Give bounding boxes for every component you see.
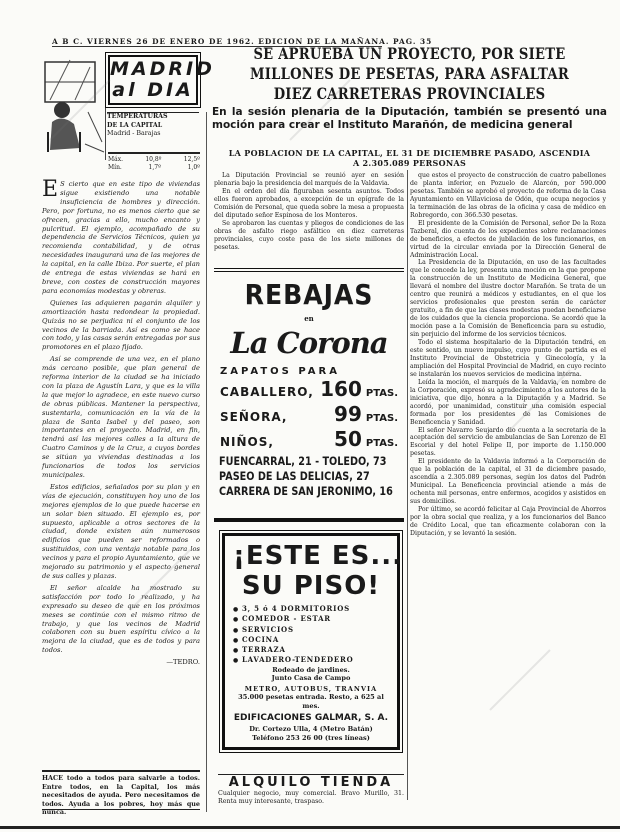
price-row bbox=[214, 404, 404, 429]
price-unit: PTAS. bbox=[365, 438, 398, 449]
ad-title: ALQUILO TIENDA bbox=[228, 775, 394, 790]
store-address: PASEO DE LAS DELICIAS, 27 bbox=[219, 469, 370, 483]
paragraph: Por último, se acordó felicitar al Caja Provincial de Ahorros por la obra social que realiza, y a los funcionarios del Banco de Crédito Local, que tan eficazmente colaboran con la Diputación, y se levantó la sesión. bbox=[410, 506, 606, 537]
ad-alquilo-tienda bbox=[218, 774, 404, 806]
paragraph: El presidente de la Valdavia informó a la Corporación de que la población de la capital, el 31 de diciembre pasado, ascendía a 2.305.089 personas, según los datos del Padrón Municipal. La Beneficencia provincial atiende a más de ochenta mil personas, entre enfermos, acogidos y asistidos en sus domicilios. bbox=[410, 458, 606, 506]
headline-deck: En la sesión plenaria de la Diputación, también se presentó una moción para crear el Instituto Marañón, de medicina general bbox=[212, 106, 607, 131]
ad-body: Cualquier negocio, muy comercial. Bravo Murillo, 31. Renta muy interesante, traspaso. bbox=[218, 790, 404, 805]
ad-phone: Teléfono 253 26 00 (tres líneas) bbox=[252, 733, 370, 742]
paragraph: La Diputación Provincial se reunió ayer en sesión plenaria bajo la presidencia del marqués de la Valdavia. bbox=[214, 172, 404, 187]
illustration-icon bbox=[40, 52, 106, 160]
price-amount: 50 bbox=[334, 427, 362, 451]
page-header: A B C. VIERNES 26 DE ENERO DE 1962. EDICION DE LA MAÑANA. PAG. 35 bbox=[52, 37, 433, 46]
ad-title: REBAJAS bbox=[244, 278, 374, 311]
column-divider bbox=[407, 170, 408, 800]
ad-title: ¡ESTE ES... bbox=[233, 541, 404, 571]
temperature-readings bbox=[108, 152, 200, 172]
temps-title-2: DE LA CAPITAL bbox=[107, 121, 163, 129]
price-unit: PTAS. bbox=[365, 388, 398, 399]
ad-note: Junto Casa de Campo bbox=[271, 674, 351, 683]
madrid-title: MADRID bbox=[110, 58, 215, 80]
paragraph: El presidente de la Comisión de Personal, señor De la Roza Tazberal, dio cuenta de los expedientes sobre reclamaciones de beneficios, a efectos de jubilación de los funcionarios, en virtud de la circular enviada por la Dirección General de Administración Local. bbox=[410, 219, 606, 259]
feature-item: ● 3, 5 ó 4 DORMITORIOS bbox=[233, 604, 389, 614]
charity-note: HACE todo a todos para salvarle a todos. Entre todos, en la Capital, los más necesitados de ayuda. Pero necesitamos de todos. Ayuda a los pobres, hoy más que nunca. bbox=[42, 770, 200, 810]
paragraph: Así se comprende de una vez, en el plano más cercano posible, que plan general de reforma interior de la ciudad se ha iniciado con la plaza de Agustín Lara, y que es la villa la que mejor lo agradece, en este nuevo curso de obras públicas. Mantener la perspectiva, sustentarla, comunicación en la vía de la plaza de Santa Isabel y del paseo, son importantes en el proyecto. Madrid, en fin, tendrá así las mejores calles a la altura de Cuatro Caminos y de la Cruz, a cuyos bordes se sitúan ya viviendas destinadas a los funcionarios de todos los servicios municipales. bbox=[42, 355, 200, 479]
paragraph: Estos edificios, señalados por su plan y en vías de ejecución, constituyen hoy uno de los mejores ejemplos de lo que puede hacerse en un solar bien situado. El ejemplo es, por supuesto, aplicable a otros sectores de la ciudad, donde existen aún numerosos edificios que pueden ser reformados o sustituidos, con una ventaja notable para los vecinos y para el propio Ayuntamiento, que ve mejorado su patrimonio y el aspecto general de sus calles y plazas. bbox=[42, 482, 200, 580]
paragraph: que estos el proyecto de construcción de cuatro pabellones de planta inferior, en Pozuelo de Alarcón, por 590.000 pesetas. También se aprobó el proyecto de reforma de la Casa Ayuntamiento en Villaviciosa de Odón, que ocupa negocios y la terminación de las obras de la oficina y casa de médico en Robregordo, con 366.530 pesetas. bbox=[410, 172, 606, 219]
main-headline bbox=[248, 44, 572, 104]
brand-logo: La Corona bbox=[230, 326, 388, 360]
ad-price: 35.000 pesetas entrada. Resto, a 625 al mes. bbox=[238, 693, 384, 710]
ad-note: Rodeado de jardines. bbox=[272, 665, 350, 674]
ad-address: Dr. Cortezo Ulla, 4 (Metro Batán) bbox=[249, 725, 373, 734]
subhead-line: A 2.305.089 PERSONAS bbox=[352, 158, 467, 168]
ad-company: EDIFICACIONES GALMAR, S. A. bbox=[233, 713, 389, 724]
paragraph: El señor Navarro Seujardo dio cuenta a la secretaría de la aceptación del servicio de ambulancias de San Lorenzo de El Escorial y del hotel Felipe II, por importe de 1.150.000 pesetas. bbox=[410, 426, 606, 458]
feature-item: ● TERRAZA bbox=[233, 645, 389, 655]
price-label: CABALLERO, bbox=[220, 385, 314, 399]
paragraph: El señor alcalde ha mostrado su satisfacción por todo lo realizado, y ha expresado su deseo de que en los próximos meses se continúe con el mismo ritmo de trabajo, y que los vecinos de Madrid colaboren con su buen espíritu cívico a la mejora de la ciudad, que es de todos y para todos. bbox=[42, 583, 200, 655]
reading-madrid: 1,7º bbox=[148, 164, 161, 171]
feature-item: ● COMEDOR - ESTAR bbox=[233, 614, 389, 624]
temperatures-heading bbox=[107, 112, 199, 139]
headline-line: MILLONES DE PESETAS, PARA ASFALTAR bbox=[249, 64, 570, 83]
signature: —TEDRO. bbox=[166, 658, 200, 667]
feature-item: ● COCINA bbox=[233, 635, 389, 645]
price-label: NIÑOS, bbox=[220, 435, 274, 449]
drop-cap: E bbox=[42, 177, 59, 202]
price-row bbox=[214, 429, 404, 454]
article-column-2 bbox=[410, 172, 606, 764]
headline-line: SE APRUEBA UN PROYECTO, POR SIETE bbox=[253, 44, 566, 63]
reading-barajas: 12,5º bbox=[183, 156, 200, 163]
paragraph: La Presidencia de la Diputación, en uso de las facultades que le concede la ley, presenta una moción en la que propone la construcción de un Instituto de Medicina General, que llevará el nombre del ilustre doctor Marañón. Se trata de un centro que reunirá a médicos y estudiantes, en el que los servicios profesionales que presten serán de carácter gratuito, a fin de que las clases modestas puedan beneficiarse de los cuidados que la ciencia proporciona. Se acordó que la moción pase a la Comisión de Beneficencia para su estudio, sin perjuicio del informe de los servicios técnicos. bbox=[410, 259, 606, 339]
paragraph: Todo el sistema hospitalario de la Diputación tendrá, en este sentido, un nuevo impulso, cuyo punto de partida es el Instituto Provincial de Obstetricia y Ginecología, y la ampliación del Hospital Provincial de Madrid, en cuyo recinto se instalarán los nuevos servicios de medicina interna. bbox=[410, 339, 606, 378]
ad-en: en bbox=[304, 314, 314, 323]
reading-madrid: 10,8º bbox=[145, 156, 162, 163]
price-amount: 160 bbox=[320, 377, 362, 401]
feature-item: ● SERVICIOS bbox=[233, 625, 389, 635]
store-address: FUENCARRAL, 21 - TOLEDO, 73 bbox=[219, 454, 387, 468]
ad-transport: METRO, AUTOBUS, TRANVIA bbox=[244, 684, 378, 693]
article-column-1 bbox=[214, 172, 404, 251]
reading-row-max bbox=[108, 156, 200, 164]
price-amount: 99 bbox=[334, 402, 362, 426]
population-subhead bbox=[212, 148, 607, 168]
ad-rebajas-la-corona bbox=[214, 268, 404, 522]
headline-line: DIEZ CARRETERAS PROVINCIALES bbox=[273, 84, 546, 103]
price-row bbox=[214, 379, 404, 404]
ad-title: SU PISO! bbox=[241, 571, 381, 601]
feature-item: ● LAVADERO-TENDEDERO bbox=[233, 655, 389, 665]
ad-este-es-su-piso bbox=[222, 533, 404, 750]
madrid-al-dia-box bbox=[108, 55, 215, 105]
page-bottom-edge bbox=[0, 826, 620, 829]
price-label: SEÑORA, bbox=[220, 410, 288, 424]
price-unit: PTAS. bbox=[365, 413, 398, 424]
temps-subtitle: Madrid - Barajas bbox=[107, 130, 161, 137]
paragraph: Se aprobaron las cuentas y pliegos de condiciones de las obras de asfalto riego asfáltico en diez carreteras provinciales, cuyo coste pasa de los siete millones de pesetas. bbox=[214, 220, 404, 251]
store-address: CARRERA DE SAN JERONIMO, 16 bbox=[219, 484, 393, 498]
paragraph: En el orden del día figuraban sesenta asuntos. Todos ellos fueron aprobados, a excepción de un epígrafe de la Comisión de Personal, que queda sobre la mesa a propuesta del diputado señor Espinosa de los Monteros. bbox=[214, 188, 404, 219]
reading-barajas: 1,0º bbox=[187, 164, 200, 171]
feature-list bbox=[233, 604, 389, 666]
ad-subtitle: ZAPATOS PARA bbox=[220, 366, 340, 377]
reading-label: Máx. bbox=[108, 156, 124, 163]
paragraph: Leída la moción, el marqués de la Valdavia, en nombre de la Corporación, expresó su agradecimiento a los autores de la iniciativa, que dijo, honra a la Diputación y a Madrid. Se acordó, por unanimidad, constituir una comisión especial formada por los presidentes de las Comisiones de Beneficencia y Sanidad. bbox=[410, 378, 606, 426]
illustration-woman-at-window bbox=[40, 52, 106, 160]
subhead-line: LA POBLACION DE LA CAPITAL, EL 31 DE DICIEMBRE PASADO, ASCENDIA bbox=[228, 148, 591, 158]
temps-title-1: TEMPERATURAS bbox=[107, 113, 168, 120]
column-divider bbox=[206, 112, 207, 812]
madrid-al-dia-column bbox=[42, 177, 200, 758]
paragraph: S cierto que en este tipo de viviendas sigue existiendo una notable insuficiencia de hombres y dirección. Pero, por fortuna, no es menos cierto que se ofrecen, gracias a ello, mucho encanto y pulcritud. El ejemplo, acompañado de su dependencia de Servicios Técnicos, quien ya recomienda contabilidad, y de otras necesidades inaugurará una de las mejores de la capital, en la calle Ibiza. Por suerte, el plan de entrega de estas viviendas se hará en breve, con costes de construcción mayores para economías modestas y obreras. bbox=[42, 180, 200, 295]
paragraph: Quienes las adquieren pagarán alquiler y amortización hasta redondear la propiedad. Quizás no se perjudica ni el conjunto de los vecinos de la barriada. Así es como se hace con todo, y las casas serán entregadas por sus promotores en el plazo fijado. bbox=[42, 298, 200, 352]
reading-label: Mín. bbox=[108, 164, 122, 171]
al-dia-title: al DIA bbox=[112, 79, 194, 101]
reading-row-min bbox=[108, 164, 200, 172]
